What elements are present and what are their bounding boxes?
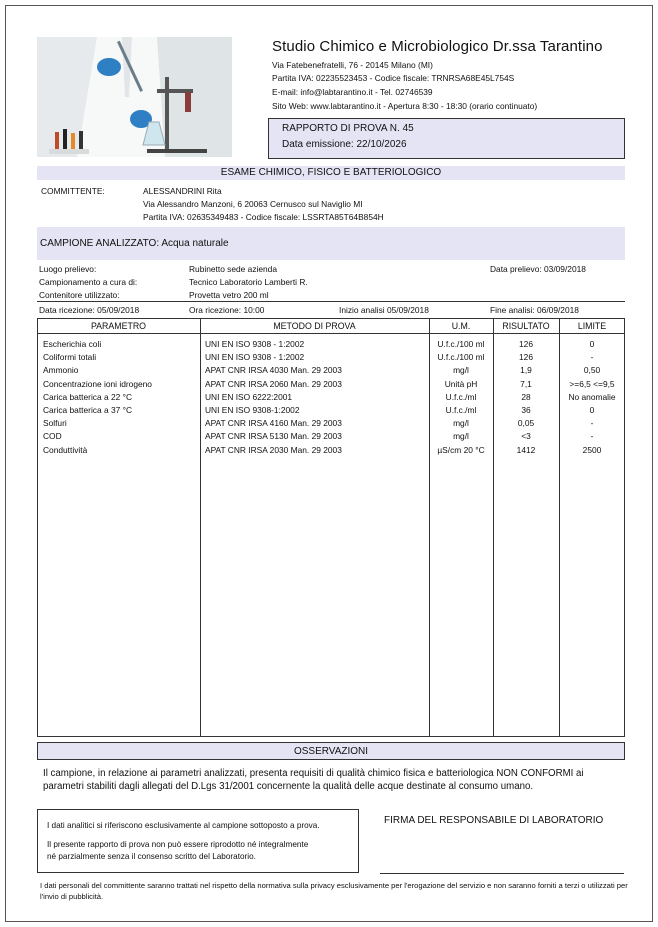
client-fiscal: Partita IVA: 02635349483 - Codice fiscale: LSSRTA85T64B854H [143, 212, 384, 222]
cell-limite: 0 [589, 339, 595, 349]
lab-name: Studio Chimico e Microbiologico Dr.ssa Tarantino [272, 38, 603, 55]
privacy-note: I dati personali del committente saranno trattati nel rispetto della normativa sulla privacy esclusivamente per l'erogazione del servizio e non saranno forniti a terzi o utilizzati per l'invio di pubblicità. [40, 881, 628, 901]
sampling-place-value: Rubinetto sede azienda [189, 264, 278, 274]
cell-metodo: UNI EN ISO 9308 - 1:2002 [205, 352, 305, 363]
cell-parametro: Ammonio [43, 365, 79, 376]
cell-um: Unità pH [444, 378, 478, 389]
cell-limite: - [590, 352, 594, 363]
lab-technician-photo [37, 37, 232, 157]
divider [37, 301, 625, 302]
cell-um: µS/cm 20 °C [437, 444, 485, 455]
cell-parametro: Coliformi totali [43, 352, 97, 363]
cell-metodo: APAT CNR IRSA 4030 Man. 29 2003 [205, 365, 342, 376]
sample-title: CAMPIONE ANALIZZATO: Acqua naturale [37, 227, 625, 260]
header-limite: LIMITE [577, 321, 607, 331]
client-label: COMMITTENTE: [41, 186, 105, 196]
cell-limite: - [590, 431, 594, 442]
signature-line [380, 873, 624, 874]
cell-parametro: Escherichia coli [43, 339, 102, 349]
report-box [268, 118, 625, 159]
cell-um: mg/l [453, 365, 469, 376]
observations-title: OSSERVAZIONI [37, 742, 625, 760]
cell-metodo: UNI EN ISO 6222:2001 [205, 391, 293, 402]
table-header-divider [37, 333, 625, 334]
header-um: U.M. [451, 321, 471, 331]
cell-um: mg/l [453, 418, 469, 429]
cell-metodo: UNI EN ISO 9308 - 1:2002 [205, 339, 305, 349]
disclaimer-box [37, 809, 359, 873]
cell-parametro: COD [43, 431, 62, 442]
report-number: RAPPORTO DI PROVA N. 45 [282, 123, 414, 134]
cell-um: U.f.c./100 ml [437, 339, 485, 349]
disclaimer-line: Il presente rapporto di prova non può essere riprodotto né integralmente [47, 840, 309, 849]
analysis-start: Inizio analisi 05/09/2018 [339, 305, 429, 315]
cell-limite: 0 [589, 405, 595, 415]
cell-risultato: 126 [519, 339, 533, 349]
report-date: Data emissione: 22/10/2026 [282, 139, 407, 150]
cell-um: U.f.c./ml [445, 405, 477, 415]
container-value: Provetta vetro 200 ml [189, 290, 269, 300]
column-divider [200, 318, 201, 737]
cell-risultato: 1412 [516, 444, 536, 455]
client-name: ALESSANDRINI Rita [143, 186, 222, 196]
received-date: Data ricezione: 05/09/2018 [39, 305, 140, 315]
observations-text: Il campione, in relazione ai parametri analizzati, presenta requisiti di qualità chimico fisica e batteriologica NON CONFORMI ai parametri stabiliti dagli allegati del D.Lgs 31/2001 concernente la qualità delle acque destinate al consumo umano. [43, 768, 584, 792]
cell-metodo: UNI EN ISO 9308-1:2002 [205, 405, 300, 415]
header-parametro: PARAMETRO [90, 321, 147, 331]
cell-parametro: Conduttività [43, 444, 88, 455]
header-risultato: RISULTATO [502, 321, 550, 331]
cell-risultato: 126 [519, 352, 533, 363]
cell-limite: 2500 [582, 444, 602, 455]
cell-risultato: <3 [521, 431, 531, 442]
cell-limite: No anomalie [568, 391, 616, 402]
sampling-by-label: Campionamento a cura di: [39, 277, 138, 287]
cell-risultato: 0,05 [517, 418, 535, 429]
disclaimer-line: né parzialmente senza il consenso scritto del Laboratorio. [47, 852, 256, 861]
cell-metodo: APAT CNR IRSA 2060 Man. 29 2003 [205, 378, 342, 389]
lab-address: Via Fatebenefratelli, 76 - 20145 Milano (MI) [272, 60, 433, 70]
cell-limite: - [590, 418, 594, 429]
lab-fiscal: Partita IVA: 02235523453 - Codice fiscale: TRNRSA68E45L754S [272, 73, 515, 83]
cell-risultato: 1,9 [520, 365, 532, 376]
cell-um: U.f.c./ml [445, 391, 477, 402]
cell-risultato: 36 [521, 405, 531, 415]
cell-um: U.f.c./100 ml [437, 352, 485, 363]
lab-contacts: E-mail: info@labtarantino.it - Tel. 02746539 [272, 87, 433, 97]
cell-parametro: Carica batterica a 22 °C [43, 391, 133, 402]
cell-risultato: 28 [521, 391, 531, 402]
cell-risultato: 7,1 [520, 378, 532, 389]
header-metodo: METODO DI PROVA [273, 321, 356, 331]
signature-label: FIRMA DEL RESPONSABILE DI LABORATORIO [384, 815, 604, 826]
received-time: Ora ricezione: 10:00 [189, 305, 265, 315]
client-address: Via Alessandro Manzoni, 6 20063 Cernusco sul Naviglio MI [143, 199, 363, 209]
container-label: Contenitore utilizzato: [39, 290, 120, 300]
cell-parametro: Solfuri [43, 418, 67, 429]
sampling-by-value: Tecnico Laboratorio Lamberti R. [189, 277, 308, 287]
exam-title: ESAME CHIMICO, FISICO E BATTERIOLOGICO [37, 166, 625, 180]
cell-parametro: Concentrazione ioni idrogeno [43, 378, 152, 389]
cell-limite: >=6,5 <=9,5 [569, 378, 615, 389]
lab-web: Sito Web: www.labtarantino.it - Apertura 8:30 - 18:30 (orario continuato) [272, 101, 538, 111]
cell-um: mg/l [453, 431, 469, 442]
analysis-end: Fine analisi: 06/09/2018 [490, 305, 579, 315]
cell-parametro: Carica batterica a 37 °C [43, 405, 133, 415]
cell-metodo: APAT CNR IRSA 4160 Man. 29 2003 [205, 418, 342, 429]
cell-metodo: APAT CNR IRSA 2030 Man. 29 2003 [205, 444, 342, 455]
cell-metodo: APAT CNR IRSA 5130 Man. 29 2003 [205, 431, 342, 442]
sampling-date: Data prelievo: 03/09/2018 [490, 264, 586, 274]
cell-limite: 0,50 [583, 365, 601, 376]
disclaimer-line: I dati analitici si riferiscono esclusivamente al campione sottoposto a prova. [47, 821, 320, 830]
sampling-place-label: Luogo prelievo: [39, 264, 97, 274]
